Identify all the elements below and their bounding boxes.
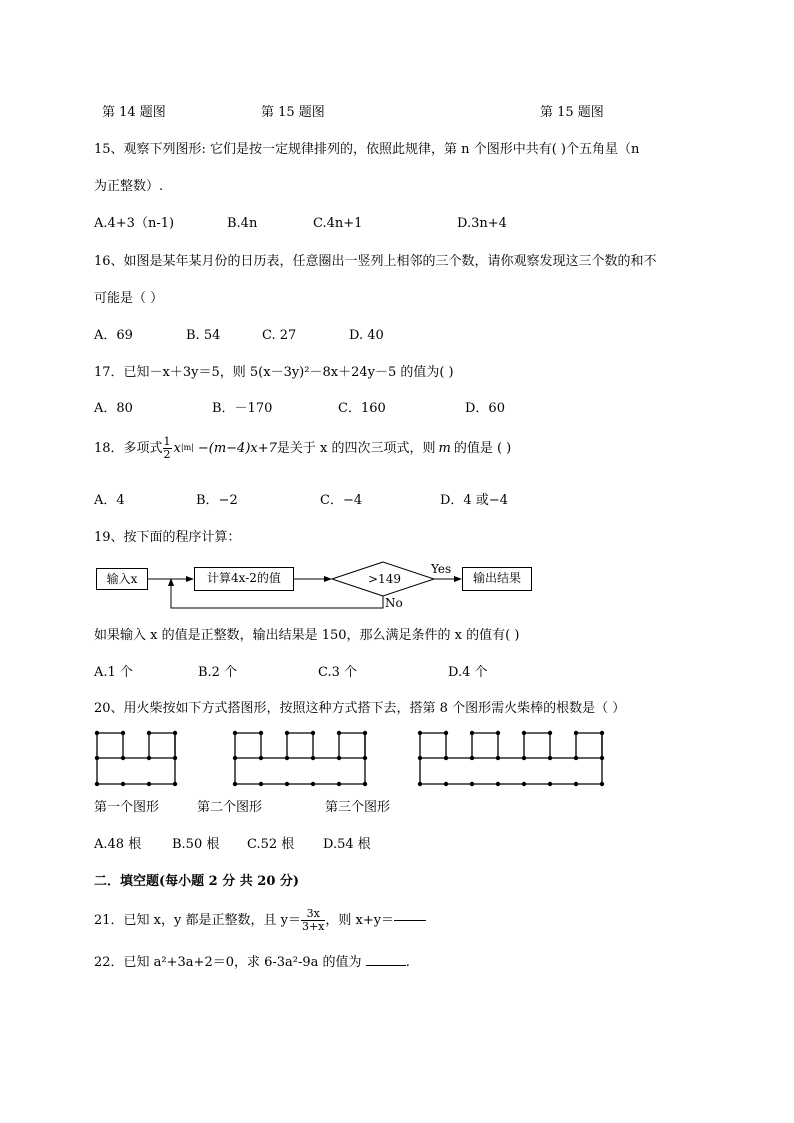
matchstick-joint bbox=[522, 731, 526, 735]
q18-prefix: 18．多项式 bbox=[94, 440, 163, 456]
q20-figure3-label: 第三个图形 bbox=[325, 800, 391, 815]
matchstick-joint bbox=[233, 756, 237, 760]
q21-answer-blank[interactable] bbox=[394, 920, 426, 921]
q18-tail: 的值是 ( ) bbox=[453, 440, 512, 456]
q20-option-c: C.52 根 bbox=[247, 837, 295, 852]
matchstick-joint bbox=[233, 782, 237, 786]
matchstick-joint bbox=[496, 731, 500, 735]
section-fill-in-title: 二．填空题(每小题 2 分 共 20 分) bbox=[94, 874, 300, 889]
matchstick-joint bbox=[173, 782, 177, 786]
q21-postfix: ，则 x+y＝ bbox=[325, 912, 395, 928]
flow-no-label: No bbox=[385, 596, 403, 610]
matchstick-joint bbox=[147, 731, 151, 735]
matchstick-joint bbox=[470, 782, 474, 786]
q17-option-b: B．－170 bbox=[212, 401, 273, 416]
matchstick-joint bbox=[548, 782, 552, 786]
q19-option-d: D.4 个 bbox=[448, 665, 488, 680]
q20-text: 20、用火柴按如下方式搭图形，按照这种方式搭下去，搭第 8 个图形需火柴棒的根数是（ ） bbox=[94, 701, 626, 716]
matchstick-joint bbox=[285, 731, 289, 735]
q21-fraction-den: 3+x bbox=[301, 919, 325, 933]
matchstick-joint bbox=[470, 756, 474, 760]
matchstick-joint bbox=[548, 756, 552, 760]
matchstick-joint bbox=[121, 756, 125, 760]
q18-fraction-num: 1 bbox=[163, 434, 171, 448]
matchstick-joint bbox=[363, 782, 367, 786]
q21-text bbox=[94, 900, 426, 940]
matchstick-joint bbox=[337, 756, 341, 760]
q22-period: . bbox=[405, 955, 410, 970]
caption-fig15b: 第 15 题图 bbox=[540, 105, 604, 120]
q16-option-b: B. 54 bbox=[186, 328, 221, 343]
q18-middle-expr: −(m−4)x+7 bbox=[197, 440, 277, 456]
q19-option-b: B.2 个 bbox=[198, 665, 238, 680]
q17-text: 17．已知－x＋3y＝5，则 5(x－3y)²－8x＋24y－5 的值为( ) bbox=[94, 365, 454, 380]
matchstick-joint bbox=[95, 782, 99, 786]
matchstick-joint bbox=[311, 756, 315, 760]
matchstick-joint bbox=[285, 782, 289, 786]
matchstick-joint bbox=[363, 731, 367, 735]
q20-option-b: B.50 根 bbox=[172, 837, 220, 852]
matchstick-joint bbox=[121, 731, 125, 735]
matchstick-joint bbox=[522, 782, 526, 786]
matchstick-joint bbox=[259, 756, 263, 760]
matchstick-joint bbox=[600, 756, 604, 760]
matchstick-joint bbox=[418, 782, 422, 786]
caption-fig15a: 第 15 题图 bbox=[261, 105, 325, 120]
q19-option-c: C.3 个 bbox=[318, 665, 358, 680]
matchstick-joint bbox=[337, 782, 341, 786]
matchstick-joint bbox=[418, 756, 422, 760]
q16-text-line1: 16、如图是某年某月份的日历表，任意圈出一竖列上相邻的三个数，请你观察发现这三个数的和不 bbox=[94, 254, 657, 269]
matchstick-joint bbox=[522, 756, 526, 760]
q22-answer-blank[interactable] bbox=[366, 965, 406, 966]
q16-option-c: C. 27 bbox=[262, 328, 297, 343]
q17-option-c: C．160 bbox=[338, 401, 386, 416]
q16-option-d: D. 40 bbox=[349, 328, 384, 343]
q20-option-d: D.54 根 bbox=[323, 837, 371, 852]
q19-text: 19、按下面的程序计算： bbox=[94, 530, 241, 545]
q20-option-a: A.48 根 bbox=[94, 837, 142, 852]
matchstick-joint bbox=[147, 782, 151, 786]
matchstick-joint bbox=[233, 731, 237, 735]
q15-option-c: C.4n+1 bbox=[313, 216, 363, 231]
matchstick-joint bbox=[444, 756, 448, 760]
q19-question: 如果输入 x 的值是正整数，输出结果是 150，那么满足条件的 x 的值有( ) bbox=[94, 628, 520, 643]
q18-option-b: B．−2 bbox=[196, 493, 238, 508]
q18-option-c: C．−4 bbox=[320, 493, 363, 508]
q20-figure2-label: 第二个图形 bbox=[197, 800, 263, 815]
q15-option-b: B.4n bbox=[227, 216, 258, 231]
q22-body: 22．已知 a²+3a+2＝0，求 6-3a²-9a 的值为 bbox=[94, 955, 366, 970]
q17-option-d: D．60 bbox=[465, 401, 505, 416]
q18-option-a: A．4 bbox=[94, 493, 125, 508]
matchstick-joint bbox=[600, 731, 604, 735]
q18-var-m: m bbox=[438, 440, 451, 456]
matchstick-joint bbox=[496, 756, 500, 760]
q15-text-line2: 为正整数）. bbox=[94, 179, 164, 194]
q20-figure1-label: 第一个图形 bbox=[94, 800, 160, 815]
q19-option-a: A.1 个 bbox=[94, 665, 133, 680]
matchstick-joint bbox=[574, 731, 578, 735]
matchstick-joint bbox=[444, 731, 448, 735]
q15-option-d: D.3n+4 bbox=[457, 216, 507, 231]
caption-fig14: 第 14 题图 bbox=[102, 105, 166, 120]
q18-postfix: 是关于 x 的四次三项式，则 bbox=[276, 440, 436, 456]
q21-fraction-num: 3x bbox=[301, 908, 325, 921]
matchstick-joint bbox=[363, 756, 367, 760]
q18-exponent: |m| bbox=[180, 443, 194, 452]
q18-option-d: D．4 或−4 bbox=[440, 493, 508, 508]
q16-option-a: A．69 bbox=[94, 328, 133, 343]
matchstick-joint bbox=[311, 782, 315, 786]
matchstick-joint bbox=[95, 731, 99, 735]
matchstick-joint bbox=[147, 756, 151, 760]
matchstick-joint bbox=[470, 731, 474, 735]
q16-text-line2: 可能是（ ） bbox=[94, 291, 164, 306]
matchstick-joint bbox=[259, 782, 263, 786]
q21-fraction bbox=[301, 908, 325, 932]
matchstick-joint bbox=[311, 731, 315, 735]
matchstick-joint bbox=[548, 731, 552, 735]
q21-prefix: 21．已知 x，y 都是正整数，且 y＝ bbox=[94, 912, 301, 928]
matchstick-joint bbox=[259, 731, 263, 735]
flow-decision-label: >149 bbox=[368, 572, 401, 586]
matchstick-joint bbox=[418, 731, 422, 735]
q15-text-line1: 15、观察下列图形: 它们是按一定规律排列的，依照此规律，第 n 个图形中共有( )个五角星（n bbox=[94, 142, 640, 157]
matchstick-joint bbox=[95, 756, 99, 760]
q18-var-x: x bbox=[173, 440, 181, 456]
q17-option-a: A．80 bbox=[94, 401, 133, 416]
matchstick-joint bbox=[444, 782, 448, 786]
q18-fraction-den: 2 bbox=[163, 447, 171, 461]
flow-input-box: 输入x bbox=[96, 568, 148, 590]
matchstick-joint bbox=[574, 782, 578, 786]
flow-yes-label: Yes bbox=[431, 562, 452, 576]
matchstick-joint bbox=[496, 782, 500, 786]
flow-output-box: 输出结果 bbox=[462, 567, 532, 591]
matchstick-joint bbox=[574, 756, 578, 760]
matchstick-joint bbox=[121, 782, 125, 786]
matchstick-joint bbox=[285, 756, 289, 760]
matchstick-joint bbox=[173, 731, 177, 735]
q15-option-a: A.4+3（n-1) bbox=[94, 216, 175, 231]
matchstick-joint bbox=[337, 731, 341, 735]
matchstick-joint bbox=[600, 782, 604, 786]
matchstick-joint bbox=[173, 756, 177, 760]
q22-text bbox=[94, 956, 410, 969]
flow-compute-box: 计算4x-2的值 bbox=[194, 567, 294, 591]
